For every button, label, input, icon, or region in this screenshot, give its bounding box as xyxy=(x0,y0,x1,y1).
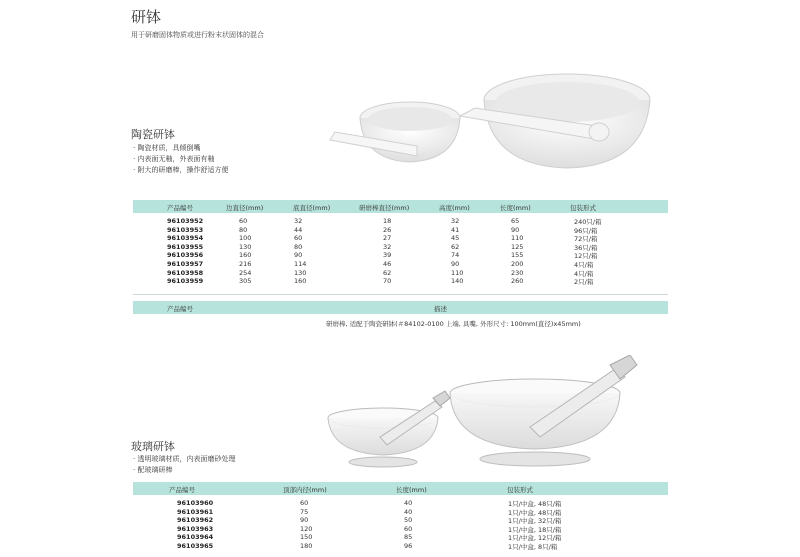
glass-section-title: 玻璃研钵 xyxy=(131,440,175,453)
table-cell: 96只/箱 xyxy=(574,226,598,235)
col-header: 长度(mm) xyxy=(500,204,531,212)
glass-feature: · 配玻璃研棒 xyxy=(133,465,235,476)
page-subtitle: 用于研磨固体物质或进行粉末状固体的混合 xyxy=(131,31,264,39)
table-cell: 216 xyxy=(239,260,252,268)
col-header: 长度(mm) xyxy=(396,486,427,494)
product-code-cell: 96103962 xyxy=(177,516,214,525)
page-title: 研钵 xyxy=(131,8,162,26)
table-cell: 1只/中盒, 48只/箱 xyxy=(508,508,562,517)
table-cell: 27 xyxy=(383,234,392,243)
table-cell: 62 xyxy=(383,268,392,277)
glass-table-header xyxy=(133,482,668,495)
table-cell: 41 xyxy=(451,225,460,234)
table-cell: 96 xyxy=(404,542,413,550)
product-code-cell: 96103961 xyxy=(177,507,214,516)
ceramic-mortar-pestle-image xyxy=(325,68,665,178)
table-cell: 36只/箱 xyxy=(574,243,598,252)
table-cell: 60 xyxy=(294,234,303,243)
product-code-cell: 96103959 xyxy=(167,277,204,286)
col-header: 描述 xyxy=(434,305,447,313)
product-code-cell: 96103964 xyxy=(177,533,214,542)
ceramic-feature: · 附大的研磨棒，操作舒适方便 xyxy=(133,165,228,176)
table-divider xyxy=(133,294,668,295)
col-header: 顶部内径(mm) xyxy=(283,486,327,494)
table-cell: 60 xyxy=(404,524,413,533)
ceramic-feature: · 内表面无釉，外表面有釉 xyxy=(133,154,228,165)
table-cell: 155 xyxy=(511,251,524,260)
table-cell: 46 xyxy=(383,260,392,268)
table-cell: 18 xyxy=(383,217,392,225)
table-cell: 32 xyxy=(294,217,303,225)
table-cell: 305 xyxy=(239,277,252,286)
table-cell: 150 xyxy=(300,533,313,542)
table-cell: 120 xyxy=(300,524,313,533)
table-cell: 90 xyxy=(294,251,303,260)
table-cell: 90 xyxy=(511,225,520,234)
product-code-cell: 96103953 xyxy=(167,225,204,234)
table-cell: 160 xyxy=(294,277,307,286)
table-cell: 72只/箱 xyxy=(574,235,598,244)
table-cell: 45 xyxy=(451,234,460,243)
glass-feature-list xyxy=(133,454,235,476)
table-cell: 1只/中盒, 12只/箱 xyxy=(508,534,562,543)
table-cell: 40 xyxy=(404,507,413,516)
table-cell: 114 xyxy=(294,260,307,268)
product-code-cell: 96103956 xyxy=(167,251,204,260)
ceramic-table-header xyxy=(133,200,668,213)
col-header: 包装形式 xyxy=(570,204,596,212)
table-cell: 50 xyxy=(404,516,413,525)
table-cell: 62 xyxy=(451,242,460,251)
table-cell: 32 xyxy=(383,242,392,251)
table-cell: 75 xyxy=(300,507,309,516)
col-header: 高度(mm) xyxy=(439,204,470,212)
table-cell: 125 xyxy=(511,242,524,251)
table-cell: 110 xyxy=(451,268,464,277)
table-cell: 12只/箱 xyxy=(574,252,598,261)
table-cell: 1只/中盒, 32只/箱 xyxy=(508,517,562,526)
table-cell: 60 xyxy=(300,499,309,507)
table-cell: 74 xyxy=(451,251,460,260)
col-header: 边直径(mm) xyxy=(226,204,264,212)
glass-feature: · 透明玻璃材质，内表面磨砂处理 xyxy=(133,454,235,465)
glass-mortar-pestle-image xyxy=(325,355,650,470)
product-code-cell: 96103965 xyxy=(177,542,214,550)
table-cell: 44 xyxy=(294,225,303,234)
table-cell: 254 xyxy=(239,268,252,277)
table-cell: 85 xyxy=(404,533,413,542)
table-cell: 80 xyxy=(294,242,303,251)
product-code-cell: 96103958 xyxy=(167,268,204,277)
table-cell: 2只/箱 xyxy=(574,278,594,287)
ceramic-feature: · 陶瓷材质，具倾倒嘴 xyxy=(133,143,228,154)
col-header: 产品编号 xyxy=(167,204,193,212)
table-cell: 200 xyxy=(511,260,524,268)
table-cell: 1只/中盒, 18只/箱 xyxy=(508,525,562,534)
table-cell: 130 xyxy=(239,242,252,251)
table-cell: 32 xyxy=(451,217,460,225)
table-cell: 100 xyxy=(239,234,252,243)
ceramic-feature-list xyxy=(133,143,228,176)
product-code-cell: 96103963 xyxy=(177,524,214,533)
col-header: 研磨棒直径(mm) xyxy=(359,204,410,212)
ceramic-section-title: 陶瓷研钵 xyxy=(131,128,175,141)
col-header: 底直径(mm) xyxy=(293,204,331,212)
table-cell: 90 xyxy=(300,516,309,525)
table-cell: 240只/箱 xyxy=(574,218,602,226)
table-cell: 140 xyxy=(451,277,464,286)
accessory-table-header xyxy=(133,301,668,314)
product-code-cell: 96103952 xyxy=(167,217,204,225)
table-cell: 60 xyxy=(239,217,248,225)
col-header: 产品编号 xyxy=(169,486,195,494)
table-cell: 1只/中盒, 48只/箱 xyxy=(508,500,562,508)
table-cell: 110 xyxy=(511,234,524,243)
table-cell: 1只/中盒, 8只/箱 xyxy=(508,543,558,551)
product-code-cell: 96103955 xyxy=(167,242,204,251)
product-code-cell: 96103954 xyxy=(167,234,204,243)
table-cell: 70 xyxy=(383,277,392,286)
table-cell: 39 xyxy=(383,251,392,260)
product-code-cell: 96103957 xyxy=(167,260,204,268)
product-code-cell: 96103960 xyxy=(177,499,214,507)
table-cell: 130 xyxy=(294,268,307,277)
table-cell: 40 xyxy=(404,499,413,507)
table-cell: 160 xyxy=(239,251,252,260)
col-header: 产品编号 xyxy=(167,305,193,313)
table-cell: 80 xyxy=(239,225,248,234)
accessory-description: 研磨棒, 适配于陶瓷研钵(＃84102-0100 上端, 具嘴, 外形尺寸: 100mm(直径)x45mm) xyxy=(326,320,581,328)
table-cell: 180 xyxy=(300,542,313,550)
table-cell: 4只/箱 xyxy=(574,261,594,269)
table-cell: 65 xyxy=(511,217,520,225)
table-cell: 90 xyxy=(451,260,460,268)
col-header: 包装形式 xyxy=(507,486,533,494)
table-cell: 26 xyxy=(383,225,392,234)
table-cell: 4只/箱 xyxy=(574,269,594,278)
table-cell: 230 xyxy=(511,268,524,277)
table-cell: 260 xyxy=(511,277,524,286)
